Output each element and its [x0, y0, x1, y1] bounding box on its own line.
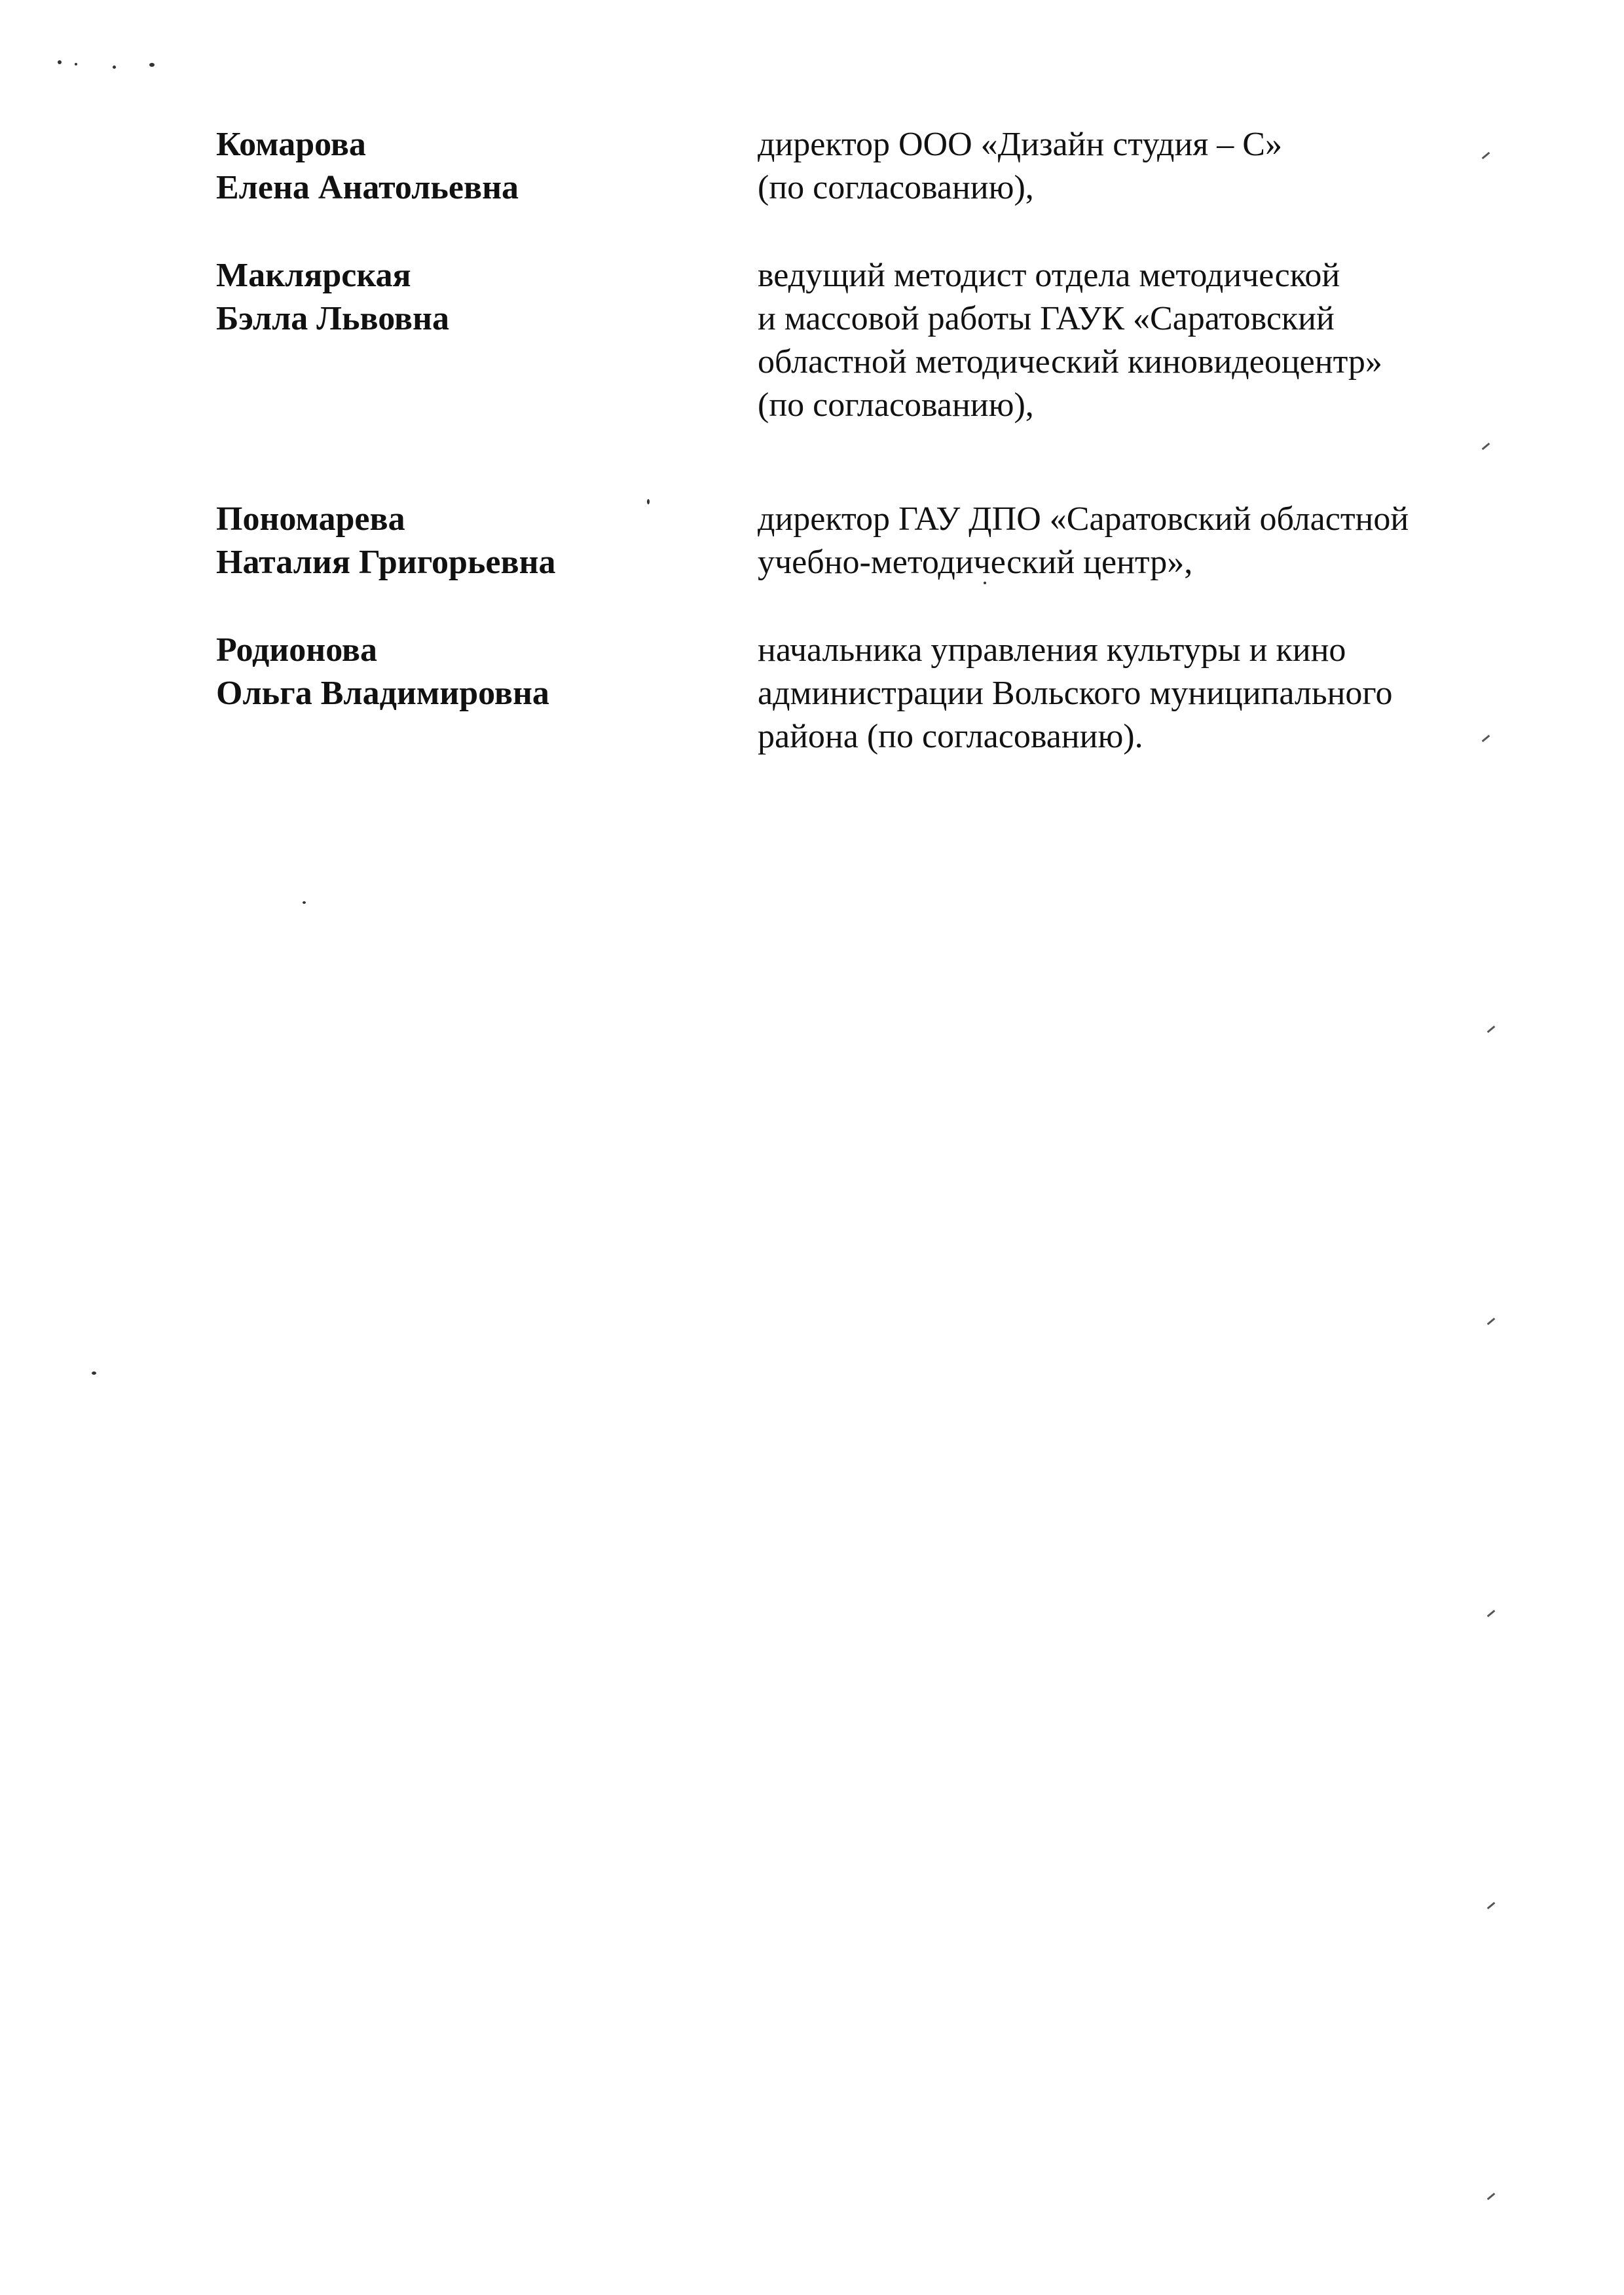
member-role-line: администрации Вольского муниципального: [758, 675, 1393, 712]
scan-speck: [303, 901, 306, 904]
member-name: [216, 123, 758, 210]
scan-speck: [92, 1371, 96, 1375]
member-role-line: директор ООО «Дизайн студия – С»: [758, 126, 1282, 163]
member-given-names: Наталия Григорьевна: [216, 544, 556, 581]
scan-speck: [647, 499, 650, 504]
member-role-line: директор ГАУ ДПО «Саратовский областной: [758, 500, 1409, 538]
scan-tick: [1487, 1318, 1496, 1325]
member-role: [758, 123, 1513, 210]
member-entry-rodionova: [216, 629, 1513, 758]
member-name: [216, 254, 758, 341]
scan-speck: [149, 63, 155, 67]
member-role: [758, 629, 1513, 758]
scan-tick: [1487, 1902, 1496, 1909]
member-name: [216, 498, 758, 584]
member-name: [216, 629, 758, 715]
member-role-line: учебно-методический центр»,: [758, 544, 1193, 581]
member-entry-komarova: [216, 123, 1513, 210]
member-given-names: Ольга Владимировна: [216, 675, 549, 712]
member-role-line: начальника управления культуры и кино: [758, 631, 1346, 669]
member-role-line: (по согласованию),: [758, 169, 1034, 206]
scan-speck: [58, 60, 62, 64]
member-role-line: (по согласованию),: [758, 386, 1034, 424]
member-entry-ponomareva: [216, 498, 1513, 584]
member-role-line: района (по согласованию).: [758, 718, 1143, 755]
scan-tick: [1487, 1610, 1496, 1617]
member-entry-maklyarskaya: [216, 254, 1513, 427]
member-surname: Родионова: [216, 631, 377, 669]
scan-speck: [113, 65, 116, 69]
member-role-line: и массовой работы ГАУК «Саратовский: [758, 300, 1335, 337]
member-surname: Пономарева: [216, 500, 405, 538]
scan-tick: [1487, 2193, 1496, 2200]
scan-speck: [984, 582, 986, 584]
member-given-names: Елена Анатольевна: [216, 169, 519, 206]
member-role: [758, 498, 1513, 584]
scan-speck: [75, 63, 77, 65]
member-role-line: ведущий методист отдела методической: [758, 257, 1340, 294]
scan-tick: [1487, 1026, 1496, 1033]
member-role: [758, 254, 1513, 427]
member-surname: Комарова: [216, 126, 366, 163]
member-surname: Маклярская: [216, 257, 411, 294]
member-given-names: Бэлла Львовна: [216, 300, 449, 337]
member-list: [216, 123, 1513, 758]
member-role-line: областной методический киновидеоцентр»: [758, 343, 1382, 381]
